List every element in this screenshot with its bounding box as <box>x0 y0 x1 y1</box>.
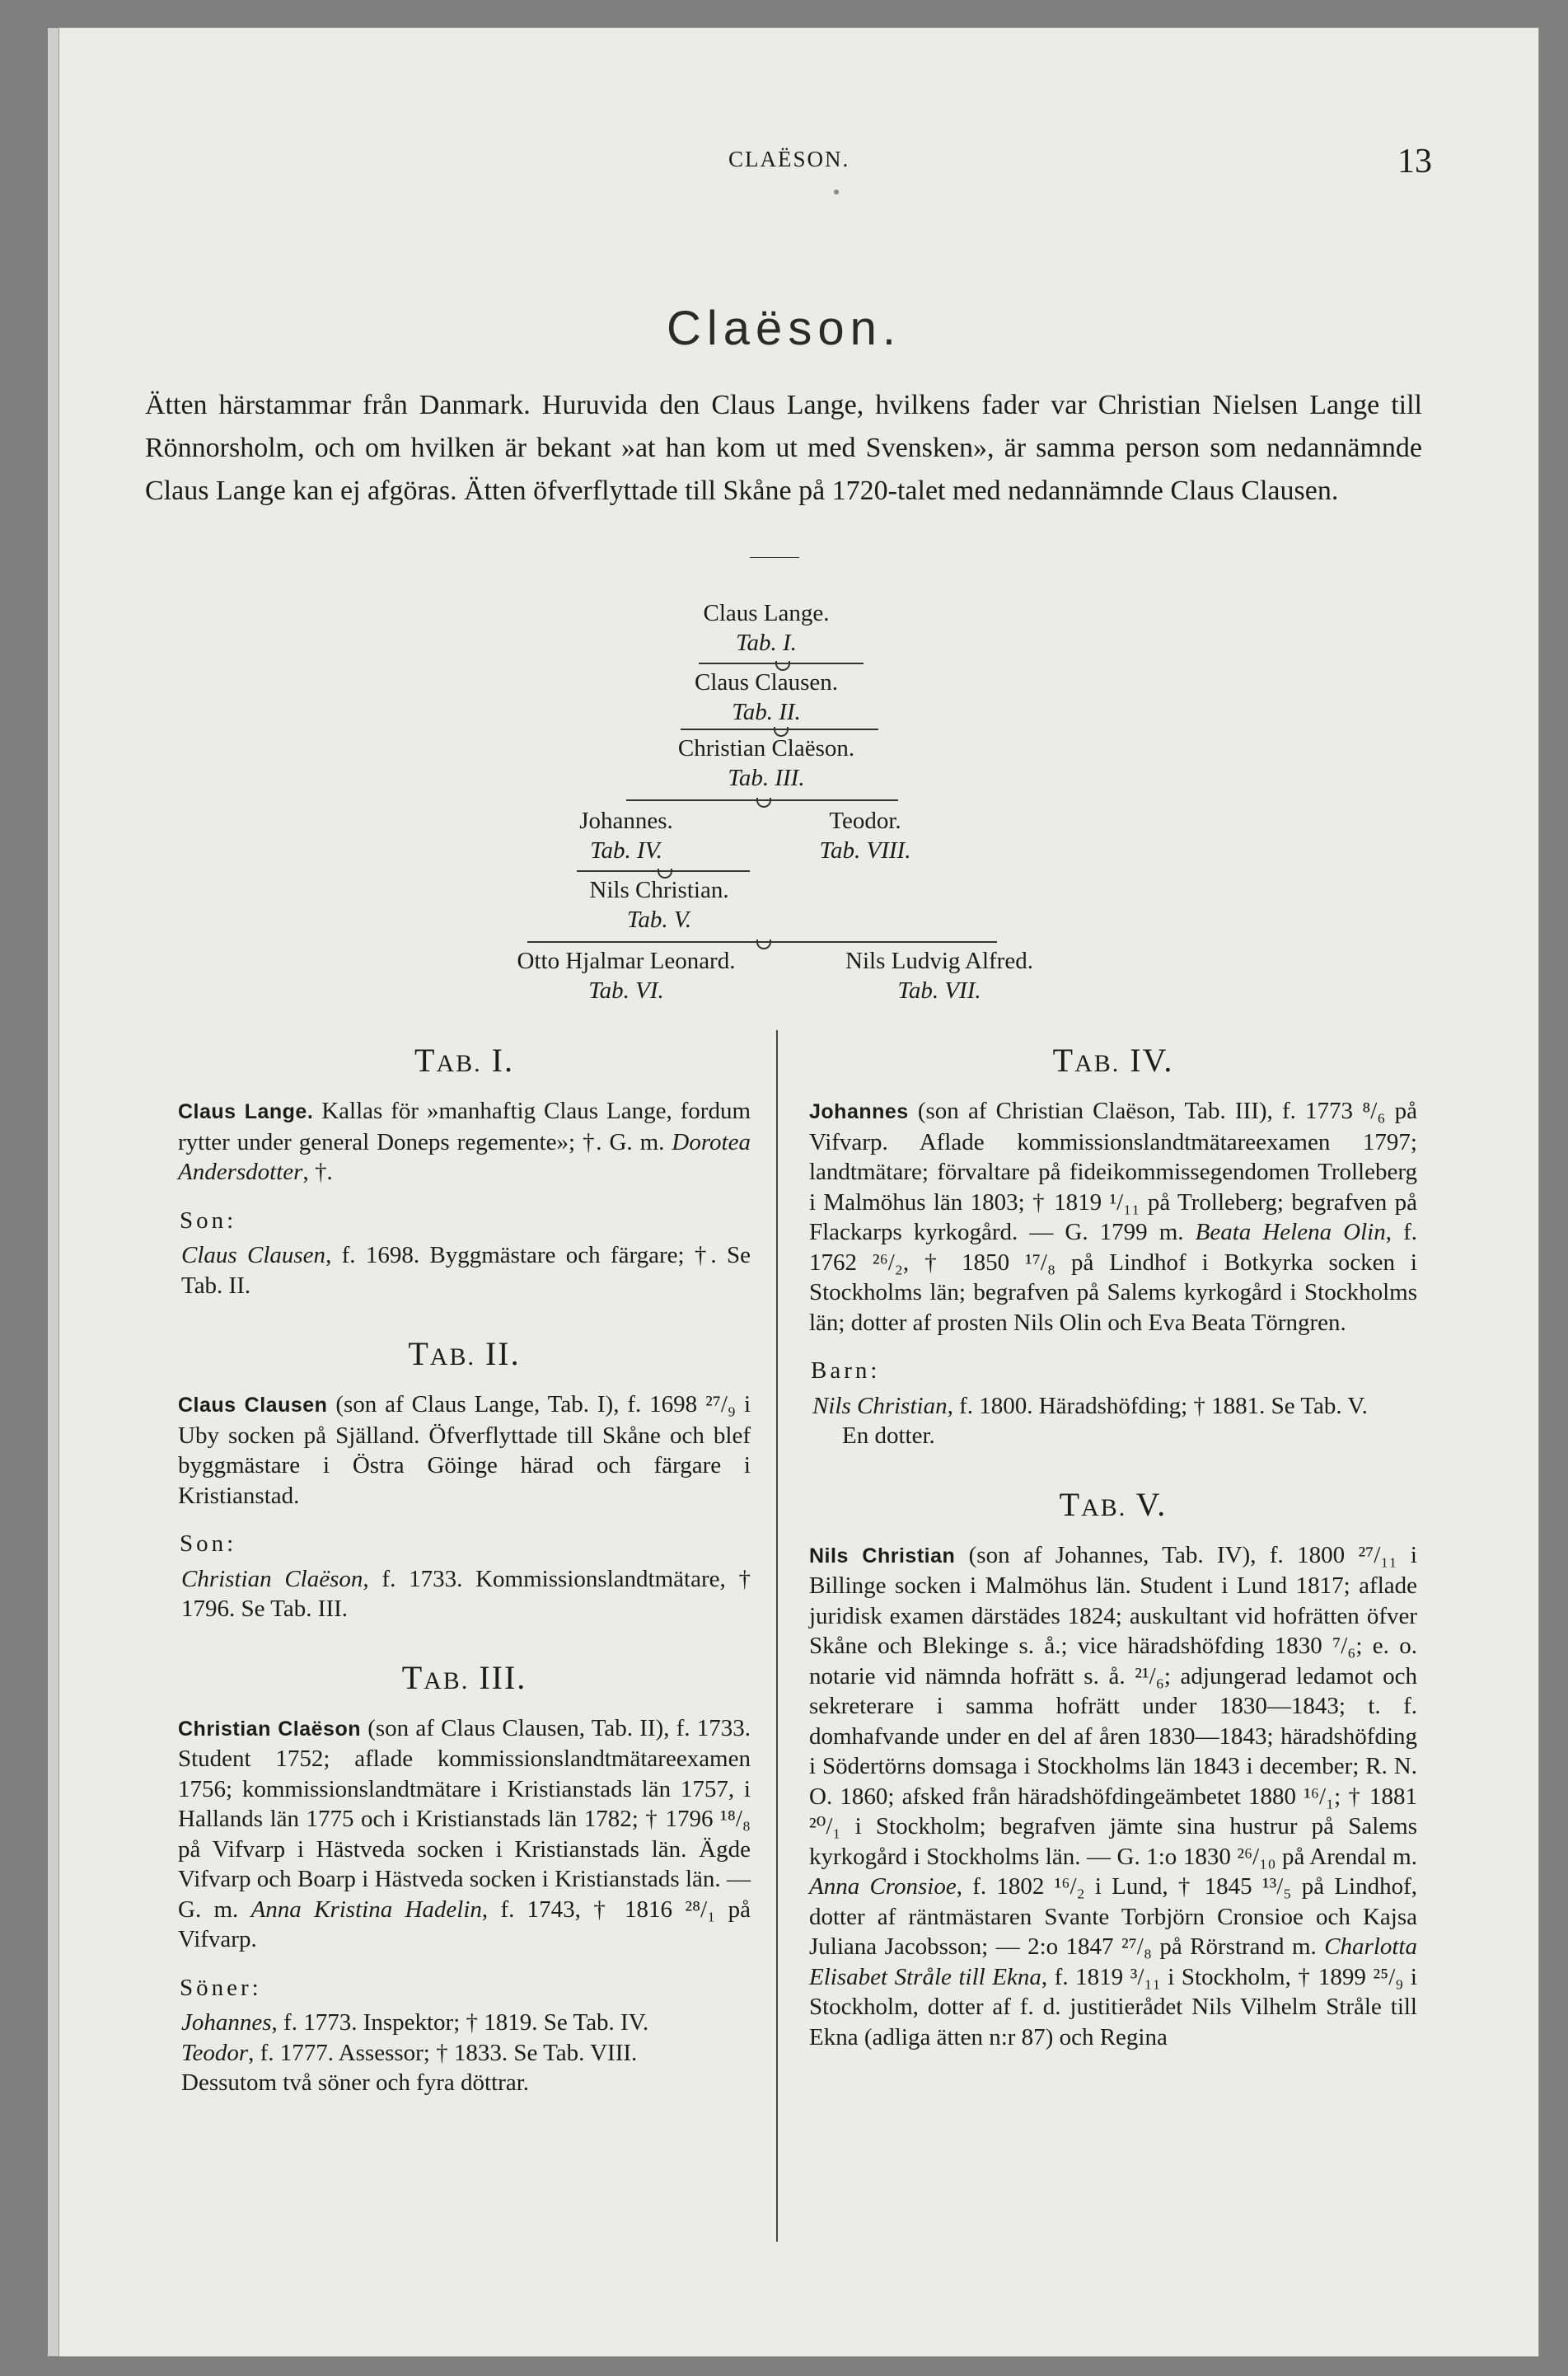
tab-iii-entry: Christian Claëson (son af Claus Clausen, Tab. II), f. 1733. Student 1752; aflade kommissionslandtmätareexamen 1756; kommissionslandtmätare i Kristianstads län 1757, i Hallands län 1775 och i Kristianstads län 1782; † 1796 ¹⁸/₈ på Vifvarp i Hästveda socken i Kristianstads län. Ägde Vifvarp och Boarp i Hästveda socken i Kristianstads län. — G. m. Anna Kristina Hadelin, f. 1743, † 1816 ²⁸/₁ på Vifvarp. <box>178 1714 751 1952</box>
person-name: Johannes <box>809 1100 909 1123</box>
child-entry: Claus Clausen, f. 1698. Byggmästare och färgare; †. Se Tab. II. <box>181 1242 751 1299</box>
children-label: Söner: <box>180 1974 262 2001</box>
tree-node-name: Claus Lange. <box>703 600 830 626</box>
tab-v-entry: Nils Christian (son af Johannes, Tab. IV), f. 1800 ²⁷/₁₁ i Billinge socken i Malmöhus län. Student i Lund 1817; aflade juridisk examen därstädes 1824; auskultant vid hofrätten öfver Skåne och Blekinge s. å.; vice häradshöfding 1830 ⁷/₆; e. o. notarie vid nämnda hofrätt s. å. ²¹/₆; adjungerad ledamot och sekreterare i samma hofrätt under 1830—1843; t. f. domhafvande under en del af åren 1830—1843; häradshöfding i Södertörns domsaga i Stockholms län 1843 i december; R. N. O. 1860; afsked från häradshöfdingeämbetet 1880 ¹⁶/₁; † 1881 ²⁰/₁ i Stockholm; begrafven jämte sina hustrur på Salems kyrkogård i Stockholms län. — G. 1:o 1830 ²⁶/₁₀ på Arendal m. Anna Cronsioe, f. 1802 ¹⁶/₂ i Lund, † 1845 ¹³/₅ på Lindhof, dotter af räntmästaren Svante Torbjörn Cronsioe och Kajsa Juliana Jacobsson; — 2:o 1847 ²⁷/₈ på Rörstrand m. Charlotta Elisabet Stråle till Ekna, f. 1819 ³/₁₁ i Stockholm, † 1899 ²⁵/₉ i Stockholm, dotter af f. d. justitierådet Nils Vilhelm Stråle till Ekna (adliga ätten n:r 87) och Regina <box>809 1541 1417 2050</box>
child-entry: En dotter. <box>842 1422 935 1449</box>
child-entry: Dessutom två söner och fyra döttrar. <box>181 2069 530 2096</box>
tree-brace <box>527 930 997 943</box>
tab-iv-heading: TAB. IV. <box>1052 1042 1174 1079</box>
child-entry: Nils Christian, f. 1800. Häradshöfding; † 1881. Se Tab. V. <box>812 1392 1368 1419</box>
tree-node-christian-claeson <box>643 733 890 793</box>
tree-brace <box>626 788 898 801</box>
tree-brace <box>681 717 878 730</box>
tree-brace <box>699 651 864 664</box>
children-label: Son: <box>180 1530 237 1557</box>
tree-node-tab: Tab. VIII. <box>819 837 911 864</box>
tree-brace <box>577 859 750 872</box>
column-divider <box>776 1030 778 2242</box>
tab-i-entry: Claus Lange. Kallas för »manhaftig Claus Lange, fordum rytter under general Doneps regemente»; †. G. m. Dorotea Andersdotter, †. <box>178 1098 751 1185</box>
tree-node-tab: Tab. II. <box>732 699 801 725</box>
person-name: Claus Lange. <box>178 1100 314 1123</box>
tree-node-nils-christian <box>544 875 775 935</box>
tree-node-johannes <box>527 806 725 865</box>
spouse-name: Beata Helena Olin <box>1195 1219 1386 1245</box>
tab-i-heading: TAB. I. <box>414 1042 514 1079</box>
separator-rule <box>750 557 799 558</box>
tab-iv-entry: Johannes (son af Christian Claëson, Tab. III), f. 1773 ⁸/₆ på Vifvarp. Aflade kommissionslandtmätareexamen 1797; landtmätare; förvaltare på fideikommissegendomen Trolleberg i Malmöhus län 1803; † 1819 ¹/₁₁ på Trolleberg; begrafven på Flackarps kyrkogård. — G. 1799 m. Beata Helena Olin, f. 1762 ²⁶/₂, † 1850 ¹⁷/₈ på Lindhof i Botkyrka socken i Stockholms län; begrafven på Salems kyrkogård i Stockholms län; dotter af prosten Nils Olin och Eva Beata Törngren. <box>809 1098 1417 1336</box>
tree-node-name: Christian Claëson. <box>677 735 855 762</box>
right-column <box>809 1040 1417 2052</box>
tab-ii-heading: TAB. II. <box>408 1335 521 1372</box>
tab-ii-entry: Claus Clausen (son af Claus Lange, Tab. I), f. 1698 ²⁷/₉ i Uby socken på Själland. Öfverflyttade till Skåne och blef byggmästare i Östra Göinge härad och färgare i Kristianstad. <box>178 1391 751 1509</box>
tree-node-tab: Tab. I. <box>736 630 797 656</box>
spouse-name: Charlotta Elisabet Stråle till Ekna <box>809 1933 1417 1990</box>
person-name: Nils Christian <box>809 1544 956 1568</box>
tree-node-name: Teodor. <box>829 808 901 834</box>
spouse-name: Dorotea Andersdotter <box>178 1128 751 1185</box>
tree-node-name: Nils Ludvig Alfred. <box>845 948 1033 974</box>
left-column <box>178 1040 751 2098</box>
tree-node-claus-lange <box>643 598 890 658</box>
children-label: Barn: <box>811 1357 881 1384</box>
tree-node-name: Nils Christian. <box>589 877 729 903</box>
tree-node-otto-hjalmar-leonard <box>478 946 775 1005</box>
tree-node-name: Johannes. <box>579 808 673 834</box>
child-entry: Christian Claëson, f. 1733. Kommissionslandtmätare, † 1796. Se Tab. III. <box>181 1565 751 1622</box>
tree-node-tab: Tab. VI. <box>588 977 664 1004</box>
tree-node-teodor <box>766 806 964 865</box>
spouse-name: Anna Cronsioe <box>809 1873 957 1900</box>
tree-node-nils-ludvig-alfred <box>807 946 1071 1005</box>
child-entry: Johannes, f. 1773. Inspektor; † 1819. Se Tab. IV. <box>181 2009 649 2036</box>
family-title: Claëson. <box>667 302 901 355</box>
tab-iii-heading: TAB. III. <box>401 1658 527 1696</box>
children-label: Son: <box>180 1207 237 1234</box>
page-number: 13 <box>1397 143 1432 180</box>
tree-node-tab: Tab. V. <box>626 907 692 933</box>
tree-node-tab: Tab. VII. <box>897 977 981 1004</box>
tree-node-tab: Tab. IV. <box>590 837 662 864</box>
tab-v-heading: TAB. V. <box>1059 1485 1168 1523</box>
page-edge <box>48 28 59 2356</box>
tree-node-name: Otto Hjalmar Leonard. <box>517 948 736 974</box>
child-entry: Teodor, f. 1777. Assessor; † 1833. Se Tab. VIII. <box>181 2039 638 2066</box>
print-speck <box>834 190 839 194</box>
tree-node-tab: Tab. III. <box>728 765 805 791</box>
person-name: Christian Claëson <box>178 1717 362 1741</box>
person-name: Claus Clausen <box>178 1394 328 1417</box>
running-head: CLAËSON. <box>728 147 850 171</box>
spouse-name: Anna Kristina Hadelin <box>250 1896 482 1923</box>
intro-paragraph: Ätten härstammar från Danmark. Huruvida den Claus Lange, hvilkens fader var Christian Nielsen Lange till Rönnorsholm, och om hvilken är bekant »at han kom ut med Svensken», är samma person som nedannämnde Claus Lange kan ej afgöras. Ätten öfverflyttade till Skåne på 1720-talet med nedannämnde Claus Clausen. <box>145 390 1422 506</box>
tree-node-name: Claus Clausen. <box>695 669 838 696</box>
